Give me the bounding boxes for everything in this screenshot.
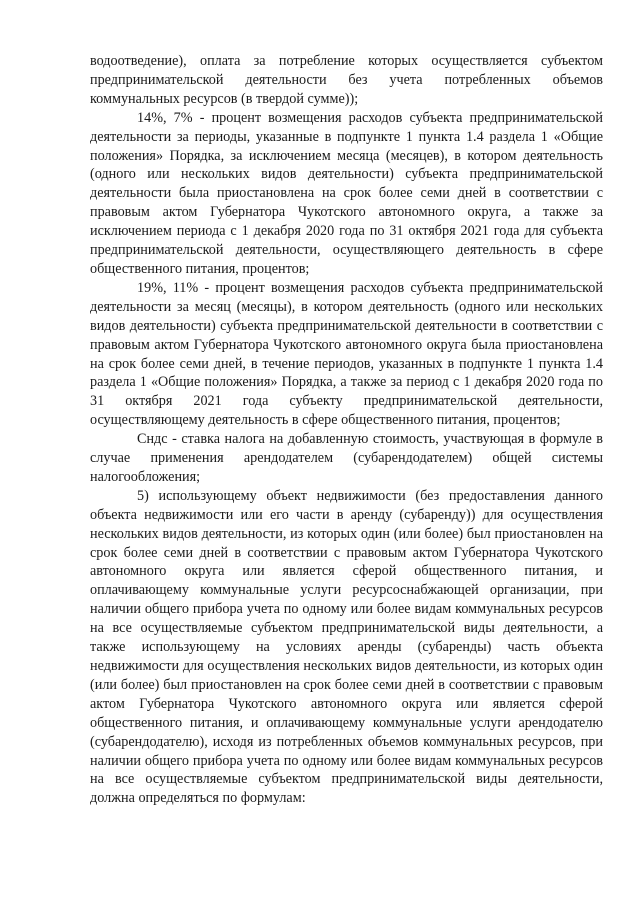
paragraph-continuation: водоотведение), оплата за потребление которых осуществляется субъектом предпринимательской деятельности без учета потребленных объемов коммунальных ресурсов (в твердой сумме)); — [90, 53, 603, 107]
document-page — [90, 52, 603, 808]
paragraph-14-7-percent: 14%, 7% - процент возмещения расходов субъекта предпринимательской деятельности за периоды, указанные в подпункте 1 пункта 1.4 раздела 1 «Общие положения» Порядка, за исключением месяца (месяцев), в котором деятельность (одного или нескольких видов деятельности) субъекта предпринимательской деятельности была приостановлена на срок более семи дней в соответствии с правовым актом Губернатора Чукотского автономного округа, а также за исключением периода с 1 декабря 2020 года по 31 октября 2021 года для субъекта предпринимательской деятельности, осуществляющего деятельность в сфере общественного питания, процентов; — [90, 109, 603, 277]
paragraph-item-5: 5) использующему объект недвижимости (без предоставления данного объекта недвижимости или его части в аренду (субаренду)) для осуществления нескольких видов деятельности, из которых один (или более) был приостановлен на срок более семи дней в соответствии с правовым актом Губернатора Чукотского автономного округа или является сферой общественного питания, и оплачивающему коммунальные услуги ресурсоснабжающей организации, при наличии общего прибора учета по одному или более видам коммунальных ресурсов на все осуществляемые субъектом предпринимательской виды деятельности, а также использующему на условиях аренды (субаренды) часть объекта недвижимости для осуществления нескольких видов деятельности, из которых один (или более) был приостановлен на срок более семи дней в соответствии с правовым актом Губернатора Чукотского автономного округа или является сферой общественного питания, и оплачивающему коммунальные услуги арендодателю (субарендодателю), исходя из потребленных объемов коммунальных ресурсов, при наличии общего прибора учета по одному или более видам коммунальных ресурсов на все осуществляемые субъектом предпринимательской виды деятельности, должна определяться по формулам: — [90, 487, 603, 807]
paragraph-vat-rate: Сндс - ставка налога на добавленную стоимость, участвующая в формуле в случае применения арендодателем (субарендодателем) общей системы налогообложения; — [90, 431, 603, 485]
paragraph-19-11-percent: 19%, 11% - процент возмещения расходов субъекта предпринимательской деятельности за месяц (месяцы), в котором деятельность (одного или нескольких видов деятельности) субъекта предпринимательской деятельности в соответствии с правовым актом Губернатора Чукотского автономного округа была приостановлена на срок более семи дней, в течение периодов, указанных в подпункте 1 пункта 1.4 раздела 1 «Общие положения» Порядка, а также за период с 1 декабря 2020 года по 31 октября 2021 года субъекту предпринимательской деятельности, осуществляющему деятельность в сфере общественного питания, процентов; — [90, 279, 603, 429]
